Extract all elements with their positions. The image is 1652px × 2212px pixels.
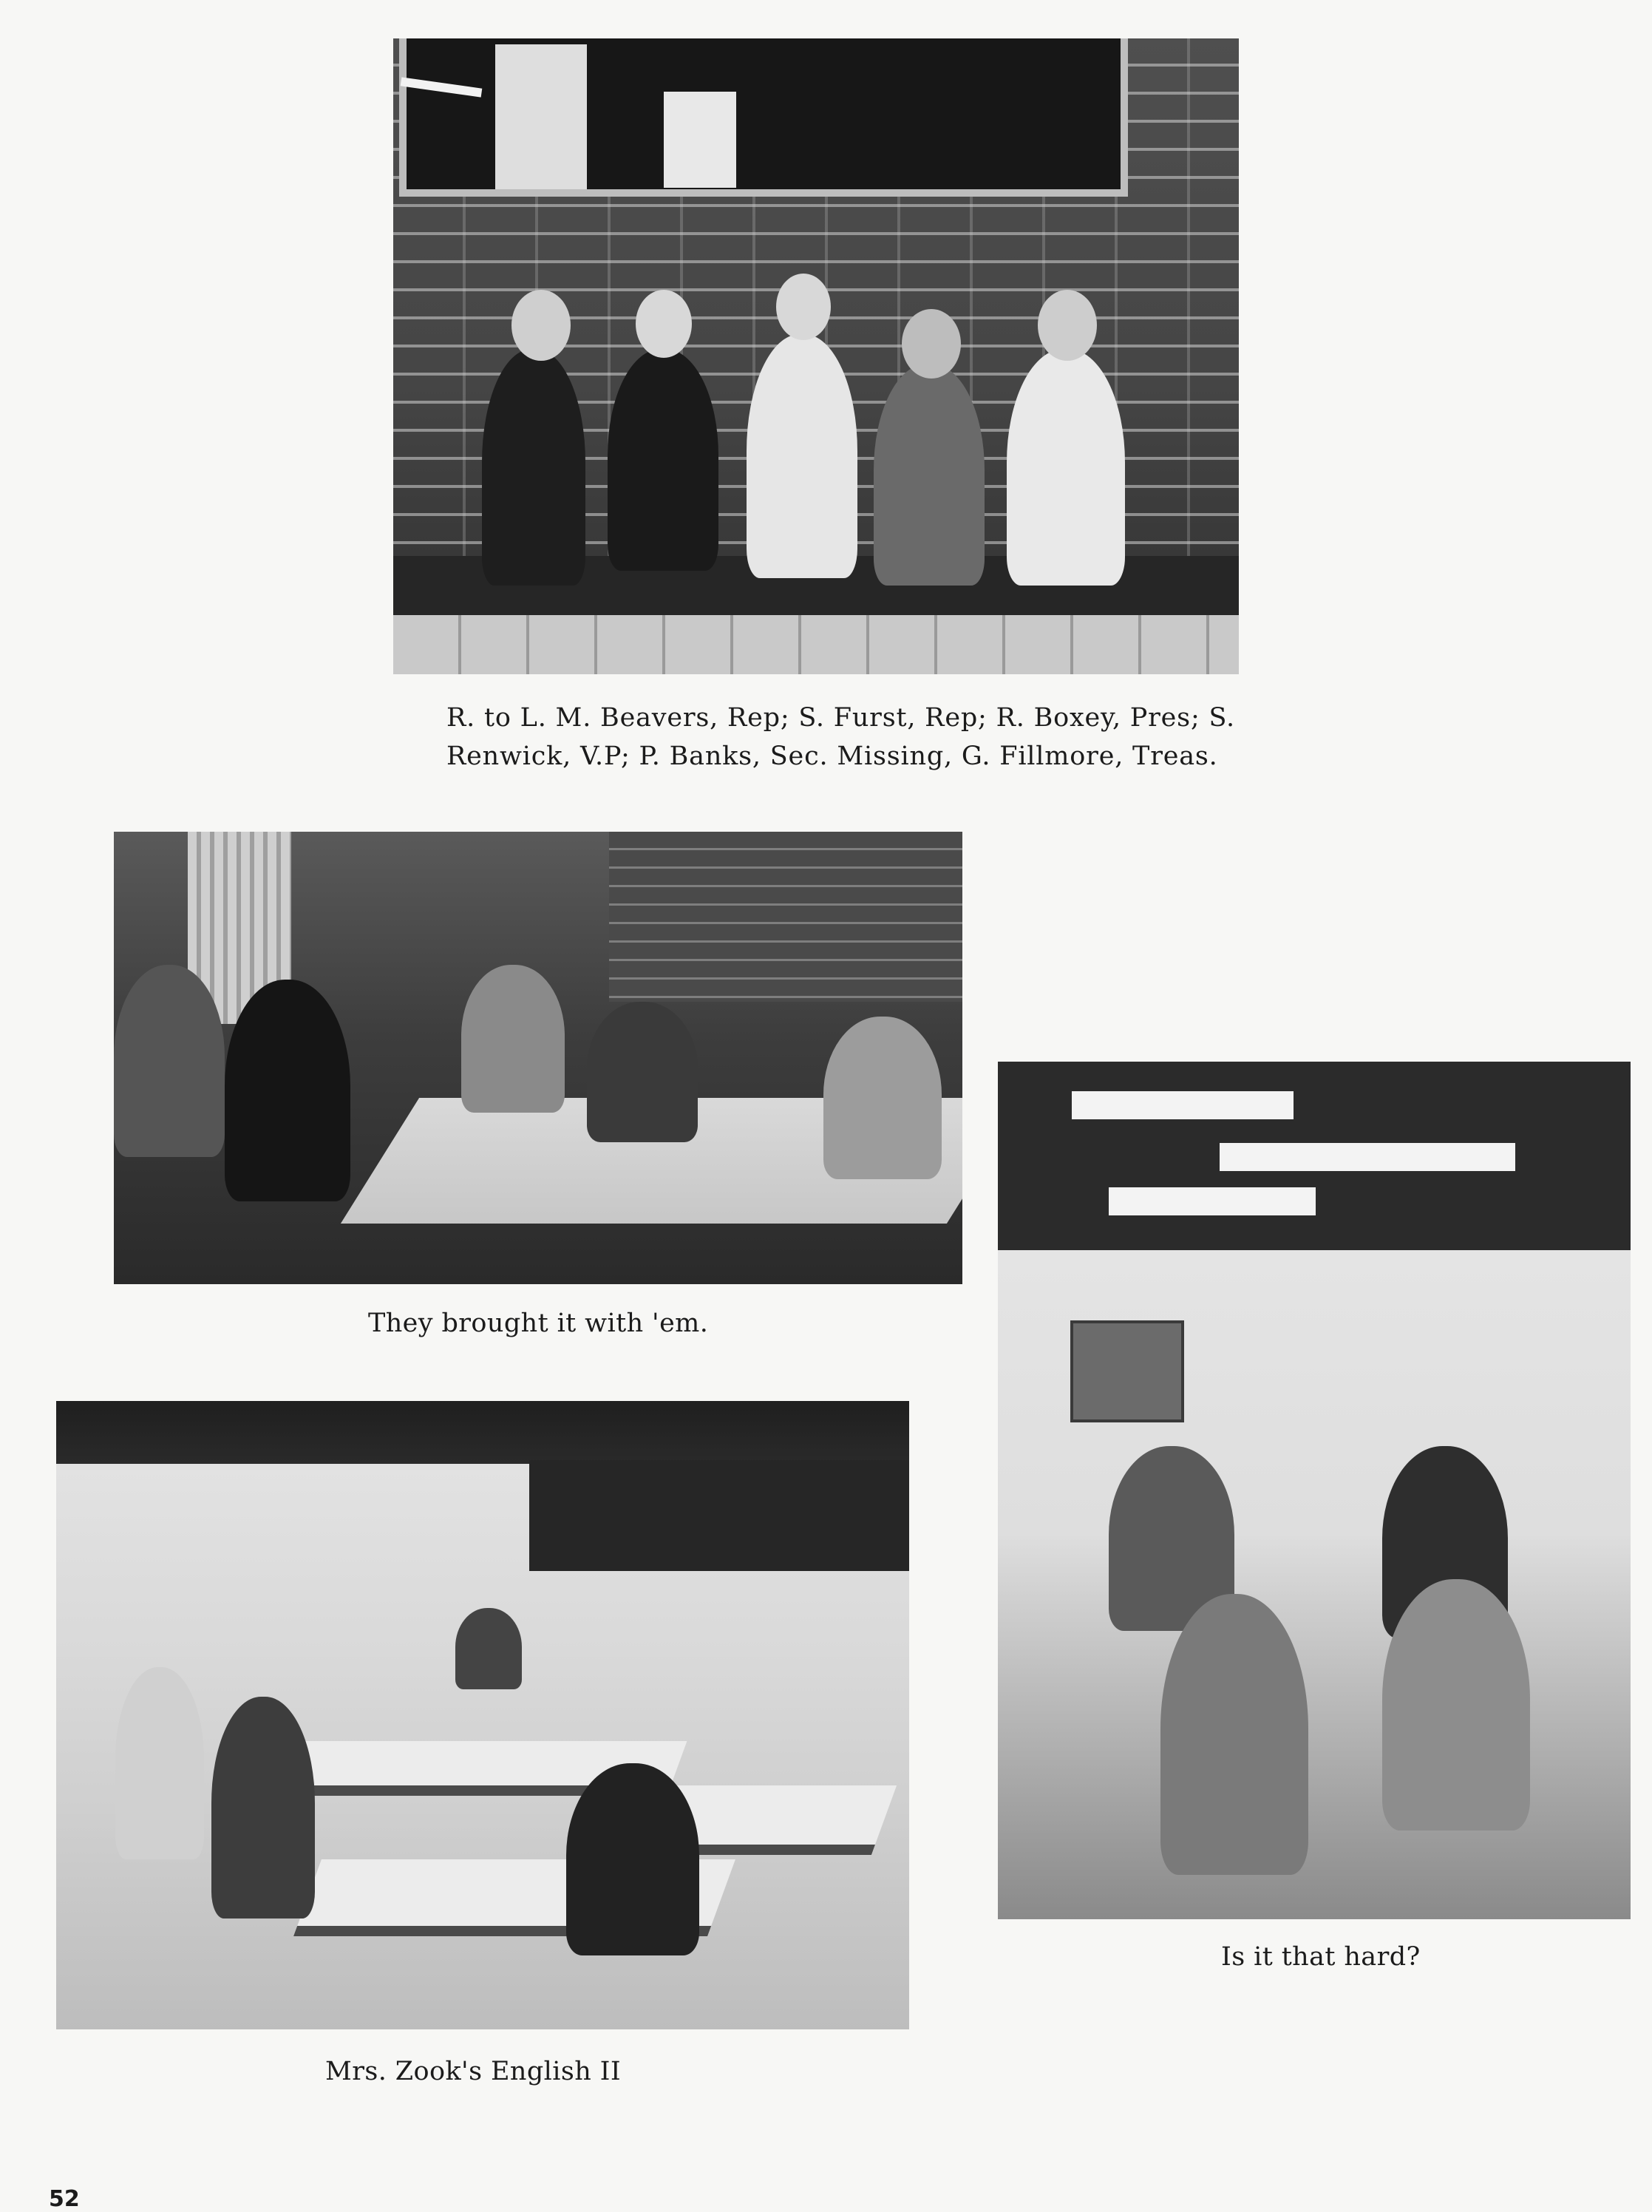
- student-figure: [747, 334, 857, 578]
- student-figure: [461, 965, 565, 1113]
- ceiling-light: [1220, 1143, 1515, 1171]
- student-figure: [587, 1002, 698, 1142]
- student-figure: [823, 1017, 942, 1179]
- poster: [664, 92, 736, 188]
- student-figure: [1007, 349, 1125, 586]
- student-figure: [482, 349, 585, 586]
- student-head: [776, 274, 831, 340]
- student-head: [636, 290, 692, 358]
- ceiling-light: [1072, 1091, 1294, 1119]
- study-caption: Is it that hard?: [1221, 1942, 1421, 1972]
- lunch-caption: They brought it with 'em.: [368, 1309, 709, 1338]
- officers-photo: [393, 38, 1239, 674]
- poster: [495, 44, 587, 189]
- student-head: [902, 309, 961, 379]
- lunch-photo: [114, 832, 962, 1284]
- student-figure: [455, 1608, 522, 1689]
- student-figure: [1160, 1594, 1308, 1875]
- brick-wall: [609, 832, 962, 1002]
- student-head: [1038, 290, 1097, 361]
- student-figure: [115, 1667, 204, 1859]
- student-figure: [608, 349, 718, 571]
- student-figure: [874, 364, 985, 586]
- student-head: [511, 290, 571, 361]
- student-figure: [225, 980, 350, 1201]
- bulletin-board: [399, 38, 1128, 197]
- floor: [393, 615, 1239, 674]
- wall-shadow: [529, 1460, 909, 1571]
- ceiling-light: [1109, 1187, 1316, 1215]
- student-figure: [1382, 1579, 1530, 1831]
- student-figure: [566, 1763, 699, 1955]
- wall-map: [1070, 1320, 1184, 1422]
- student-figure: [211, 1697, 315, 1918]
- student-figure: [114, 965, 225, 1157]
- english-caption: Mrs. Zook's English II: [325, 2057, 622, 2086]
- english-class-photo: [56, 1401, 909, 2029]
- study-hall-photo: [998, 1062, 1631, 1919]
- officers-caption: R. to L. M. Beavers, Rep; S. Furst, Rep; R. Boxey, Pres; S. Renwick, V.P; P. Banks, Sec. Missing, G. Fillmore, Treas.: [446, 703, 1235, 771]
- page-number: 52: [49, 2186, 80, 2212]
